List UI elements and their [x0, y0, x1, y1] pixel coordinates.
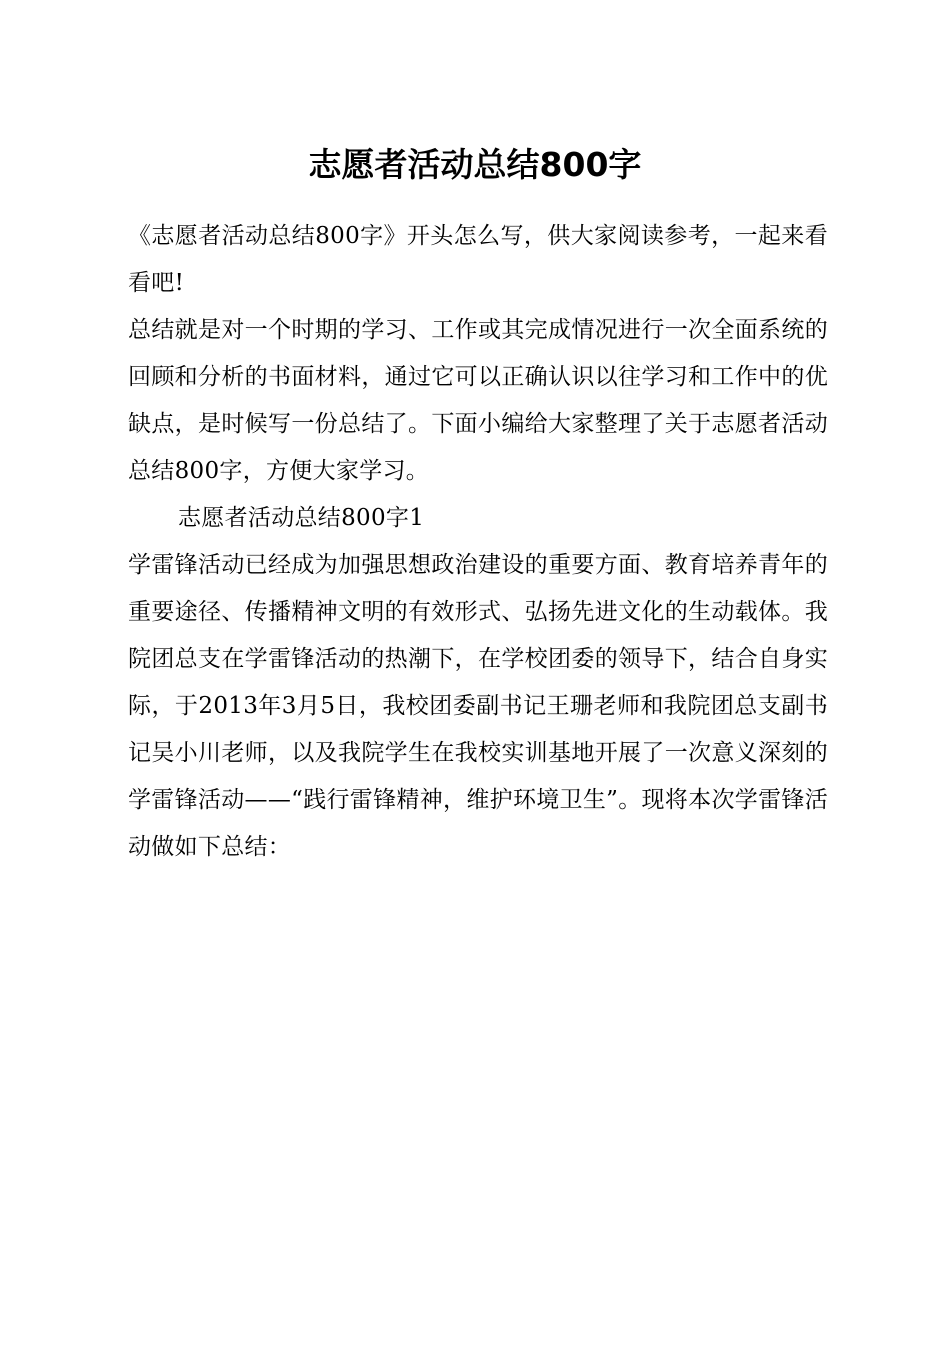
document-title: 志愿者活动总结800字	[308, 145, 642, 184]
section-heading: 志愿者活动总结800字1	[178, 505, 425, 531]
body-paragraph: 学雷锋活动已经成为加强思想政治建设的重要方面、教育培养青年的重要途径、传播精神文明的有效形式、弘扬先进文化的生动载体。我院团总支在学雷锋活动的热潮下，在学校团委的领导下，结合自身实际，于2013年3月5日，我校团委副书记王珊老师和我院团总支副书记吴小川老师，以及我院学生在我校实训基地开展了一次意义深刻的学雷锋活动——“践行雷锋精神，维护环境卫生”。现将本次学雷锋活动做如下总结：	[128, 552, 828, 860]
intro-paragraph: 《志愿者活动总结800字》开头怎么写，供大家阅读参考，一起来看看吧!	[128, 223, 828, 296]
document-body	[128, 213, 828, 871]
summary-definition-paragraph: 总结就是对一个时期的学习、工作或其完成情况进行一次全面系统的回顾和分析的书面材料，通过它可以正确认识以往学习和工作中的优缺点，是时候写一份总结了。下面小编给大家整理了关于志愿者活动总结800字，方便大家学习。	[128, 317, 828, 484]
